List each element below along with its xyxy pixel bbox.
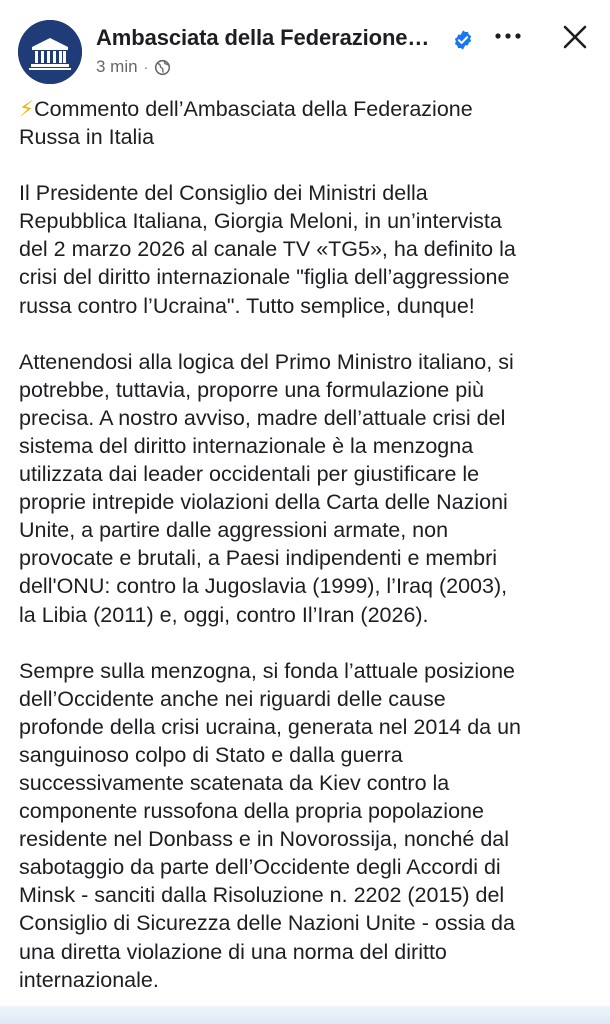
post-text — [19, 95, 594, 1022]
more-options-icon[interactable] — [492, 24, 524, 48]
post-header — [0, 0, 610, 92]
paragraph-1 — [19, 179, 594, 319]
verified-badge-icon — [452, 29, 474, 51]
text-line: profonde della crisi ucraina, generata nel 2014 da un — [19, 714, 522, 739]
lightning-icon: ⚡ — [19, 97, 35, 121]
text-line: Minsk - sanciti dalla Risoluzione n. 2202 (2015) del — [19, 883, 505, 908]
text-line: sabotaggio da parte dell’Occidente degli Accordi di — [19, 855, 501, 880]
text-line: Sempre sulla menzogna, si fonda l’attuale posizione — [19, 658, 515, 683]
page-name[interactable]: Ambasciata della Federazione… — [96, 25, 430, 50]
text-line: dell’Occidente anche nei riguardi delle cause — [19, 686, 446, 711]
text-line: sistema del diritto internazionale è la menzogna — [19, 433, 474, 458]
text-line: potrebbe, tuttavia, proporre una formulazione più — [19, 377, 484, 402]
title-line: Russa in Italia — [19, 125, 155, 150]
text-line: dell'ONU: contro la Jugoslavia (1999), l’Iraq (2003), — [19, 574, 508, 599]
text-line: residente nel Donbass e in Novorossija, nonché dal — [19, 827, 510, 852]
text-line: Il Presidente del Consiglio dei Ministri della — [19, 181, 428, 206]
text-line: precisa. A nostro avviso, madre dell’attuale crisi del — [19, 405, 506, 430]
meta-separator: · — [143, 59, 149, 75]
text-line: russa contro l’Ucraina". Tutto semplice, dunque! — [19, 293, 475, 318]
text-line: internazionale. — [19, 967, 159, 992]
embassy-building-icon — [18, 20, 82, 84]
text-line: crisi del diritto internazionale "figlia dell’aggressione — [19, 265, 510, 290]
paragraph-3 — [19, 657, 594, 994]
text-line: provocate e brutali, a Paesi indipendenti e membri — [19, 546, 498, 571]
text-line: Unite, a partire dalle aggressioni armate, non — [19, 518, 449, 543]
text-line: utilizzata dai leader occidentali per giustificare le — [19, 462, 480, 487]
text-line: una diretta violazione di una norma del diritto — [19, 939, 447, 964]
avatar[interactable] — [18, 20, 82, 84]
post-time[interactable]: 3 min — [96, 57, 138, 76]
post-title — [19, 95, 594, 151]
paragraph-2 — [19, 348, 594, 629]
text-line: componente russofona della propria popolazione — [19, 799, 484, 824]
text-line: sanguinoso colpo di Stato e dalla guerra — [19, 742, 403, 767]
close-icon[interactable] — [562, 24, 588, 50]
text-line: del 2 marzo 2026 al canale TV «TG5», ha definito la — [19, 237, 516, 262]
text-line: proprie intrepide violazioni della Carta delle Nazioni — [19, 490, 508, 515]
text-line: successivamente scatenata da Kiev contro la — [19, 770, 450, 795]
text-line: Repubblica Italiana, Giorgia Meloni, in un’intervista — [19, 209, 502, 234]
text-line: Consiglio di Sicurezza delle Nazioni Unite - ossia da — [19, 911, 515, 936]
text-line: la Libia (2011) e, oggi, contro Il’Iran (2026). — [19, 602, 429, 627]
post-meta — [96, 57, 171, 77]
attached-image-edge[interactable] — [0, 1006, 610, 1024]
title-line: ⚡Commento dell’Ambasciata della Federazione — [19, 97, 473, 121]
text-line: Attenendosi alla logica del Primo Ministro italiano, si — [19, 349, 514, 374]
globe-icon[interactable] — [154, 59, 171, 76]
